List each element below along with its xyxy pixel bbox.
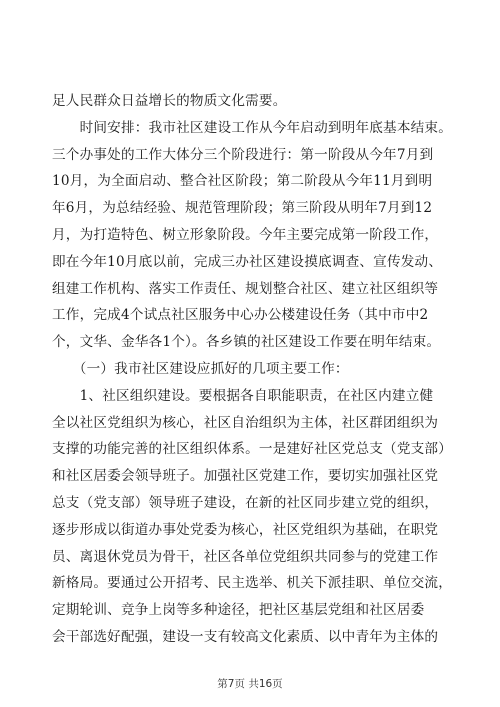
document-body xyxy=(52,88,462,651)
text-line: 定期轮训、竞争上岗等多种途径，把社区基层党组和社区居委 xyxy=(52,602,425,619)
text-line: 全以社区党组织为核心，社区自治组织为主体，社区群团组织为 xyxy=(52,414,439,431)
text-line: 总支（党支部）领导班子建设，在新的社区同步建立党的组织， xyxy=(52,494,439,511)
text-line: 10月，为全面启动、整合社区阶段；第二阶段从今年11月到明 xyxy=(52,173,433,190)
text-line: 足人民群众日益增长的物质文化需要。 xyxy=(52,93,287,109)
text-line: 年6月，为总结经验、规范管理阶段；第三阶段从明年7月到12 xyxy=(52,200,433,217)
text-line: 1、社区组织建设。要根据各自职能职责，在社区内建立健 xyxy=(52,387,434,404)
text-line: 工作，完成4个试点社区服务中心办公楼建设任务（其中市中2 xyxy=(52,307,429,324)
text-line: 员、离退休党员为骨干，社区各单位党组织共同参与的党建工作 xyxy=(52,548,439,565)
text-line: 个，文华、金华各1个）。各乡镇的社区建设工作要在明年结束。 xyxy=(52,334,441,351)
text-line: 和社区居委会领导班子。加强社区党建工作，要切实加强社区党 xyxy=(52,468,439,485)
section-heading: （一）我市社区建设应抓好的几项主要工作： xyxy=(52,360,349,377)
text-line: 会干部选好配强，建设一支有较高文化素质、以中青年为主体的 xyxy=(52,628,439,645)
page-number-footer: 第7页 共16页 xyxy=(217,678,283,690)
text-line: 支撑的功能完善的社区组织体系。一是建好社区党总支（党支部） xyxy=(52,441,453,458)
text-line: 即在今年10月底以前，完成三办社区建设摸底调查、宣传发动、 xyxy=(52,253,443,270)
text-line: 月，为打造特色、树立形象阶段。今年主要完成第一阶段工作， xyxy=(52,226,439,243)
text-line: 逐步形成以街道办事处党委为核心，社区党组织为基础，在职党 xyxy=(52,521,439,538)
text-line: 新格局。要通过公开招考、民主选举、机关下派挂职、单位交流， xyxy=(52,575,453,592)
text-line: 时间安排：我市社区建设工作从今年启动到明年底基本结束。 xyxy=(52,119,453,136)
text-line: 三个办事处的工作大体分三个阶段进行：第一阶段从今年7月到 xyxy=(52,146,434,163)
text-line: 组建工作机构、落实工作责任、规划整合社区、建立社区组织等 xyxy=(52,280,439,297)
